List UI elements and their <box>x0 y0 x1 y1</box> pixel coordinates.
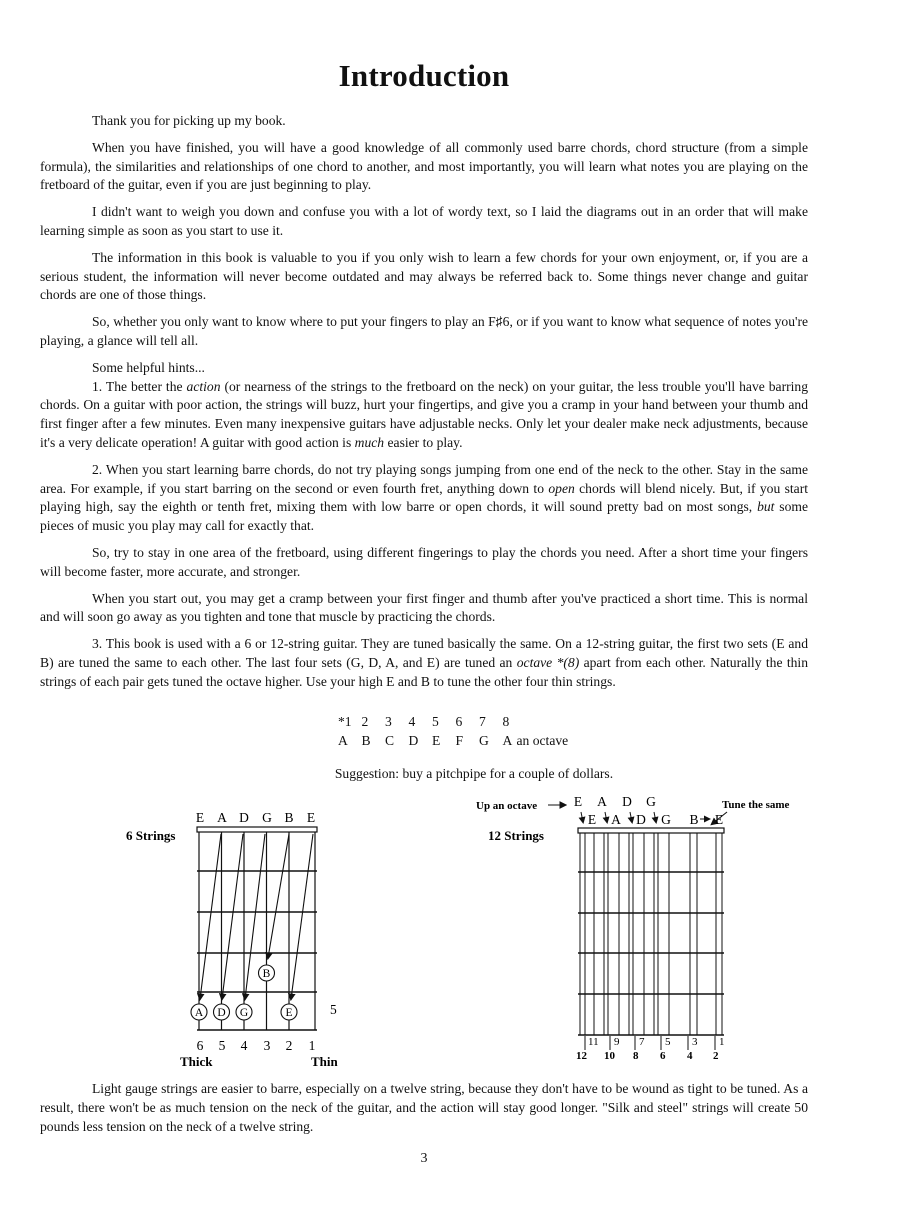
upper-note-d: D <box>622 794 632 809</box>
six-string-numbers <box>197 1038 316 1053</box>
circled-note-b: B <box>262 968 271 980</box>
pair-number-10: 10 <box>604 1050 615 1062</box>
pitchpipe-suggestion: Suggestion: buy a pitchpipe for a couple of dollars. <box>334 766 614 781</box>
hint2-text-c: some pieces of music you play may call for exactly that. <box>40 499 808 534</box>
hint2-text-b: chords will blend nicely. But, if you start playing high, say the eighth or tenth fret, mixing them with low barre or open chords, it will sound pretty bad on most songs, <box>40 480 808 515</box>
scale-suffix: an octave <box>516 733 569 748</box>
upper-note-g: G <box>646 794 656 809</box>
twelve-string-diagram <box>476 794 790 1062</box>
paragraph-glance: So, whether you only want to know where to put your fingers to play an F♯6, or if you want to know what sequence of notes you're playing, a glance will tell all. <box>40 314 808 348</box>
scale-note: A <box>502 733 513 748</box>
pair-number-3: 3 <box>692 1036 698 1048</box>
string-number-5: 5 <box>218 1038 226 1053</box>
scale-number: *1 <box>338 714 352 729</box>
string-number-4: 4 <box>240 1038 248 1053</box>
hint3-octave-word: octave *(8) <box>516 654 580 670</box>
string-number-2: 2 <box>285 1038 293 1053</box>
scale-note: F <box>455 733 464 748</box>
top-note-b: B <box>284 810 294 825</box>
six-string-tuning-arrows <box>200 834 313 999</box>
thin-label: Thin <box>311 1054 338 1069</box>
scale-number: 6 <box>455 714 463 729</box>
twelve-string-odd-numbers <box>588 1036 725 1048</box>
scale-number: 5 <box>432 714 439 729</box>
six-string-strings <box>199 832 315 1030</box>
scale-number: 4 <box>408 714 416 729</box>
octave-arrow-g <box>654 812 656 822</box>
lower-note-g: G <box>661 812 671 827</box>
hints-heading: Some helpful hints... <box>92 359 205 375</box>
pair-number-11: 11 <box>588 1036 599 1048</box>
tuning-arrow-d-to-a <box>222 834 243 999</box>
tune-the-same-label: Tune the same <box>722 799 790 811</box>
paragraph-area: So, try to stay in one area of the fretboard, using different fingerings to play the chords you need. After a short time your fingers will become faster, more accurate, and stronger. <box>40 544 808 579</box>
page-title: Introduction <box>338 58 510 93</box>
top-note-g: G <box>262 810 272 825</box>
twelve-string-frets <box>578 872 724 1035</box>
circled-note-e: E <box>285 1007 293 1019</box>
pair-number-4: 4 <box>687 1050 693 1062</box>
hint1-text-a: 1. The better the <box>92 378 187 394</box>
string-number-1: 1 <box>308 1038 316 1053</box>
closing-text <box>40 1080 808 1136</box>
pair-number-2: 2 <box>713 1050 719 1062</box>
pair-number-12: 12 <box>576 1050 587 1062</box>
pair-number-8: 8 <box>633 1050 639 1062</box>
scale-number: 3 <box>385 714 392 729</box>
paragraph-cramp: When you start out, you may get a cramp between your first finger and thumb after you've practiced a short time. This is normal and will soon go away as you tighten and tone that muscle by practicing the chords. <box>40 590 808 625</box>
circled-note-a: A <box>194 1007 204 1019</box>
twelve-string-even-numbers <box>576 1050 719 1062</box>
lower-note-e: E <box>587 812 597 827</box>
top-note-e-high: E <box>306 810 316 825</box>
circled-note-g: G <box>239 1007 249 1019</box>
scale-note: G <box>479 733 489 748</box>
twelve-string-nut <box>578 828 724 833</box>
six-string-nut <box>197 827 317 832</box>
upper-note-e: E <box>573 794 583 809</box>
twelve-strings-label: 12 Strings <box>488 828 544 843</box>
octave-arrow-d <box>630 812 632 822</box>
paragraph-diagrams: I didn't want to weigh you down and confuse you with a lot of wordy text, so I laid the diagrams out in an order that will make learning simple as soon as you start to use it. <box>40 204 808 238</box>
top-note-e-low: E <box>195 810 205 825</box>
hint1-text-b: (or nearness of the strings to the fretboard on the neck) on your guitar, the less trouble you'll have barring chords. On a guitar with poor action, the strings will buzz, hurt your fingertips, and give you a cramp in your hand between your thumb and first finger after a few minutes. Even many inexpensive guitars have adjustable necks. Only let your dealer make neck adjustments, because it's a very delicate operation! A guitar with good action is <box>40 378 808 450</box>
pair-number-9: 9 <box>614 1036 620 1048</box>
scale-number: 2 <box>361 714 369 729</box>
pair-number-7: 7 <box>639 1036 645 1048</box>
scale-note: B <box>361 733 371 748</box>
lower-note-b: B <box>689 812 699 827</box>
string-number-6: 6 <box>196 1038 204 1053</box>
circled-note-d: D <box>217 1007 226 1019</box>
top-note-a: A <box>217 810 227 825</box>
tuning-arrow-a-to-e <box>200 834 221 999</box>
hint2-text-a: 2. When you start learning barre chords, do not try playing songs jumping from one end of the neck to the other. Stay in the same area. For example, if you start barring on the second or even fourth fret, anything down to <box>40 461 808 496</box>
lower-note-a: A <box>611 812 621 827</box>
upper-note-a: A <box>597 794 607 809</box>
lower-note-d: D <box>636 812 646 827</box>
hint1-action-word: action <box>186 378 221 394</box>
paragraph-finished: When you have finished, you will have a good knowledge of all commonly used barre chords, chord structure (from a simple formula), the similarities and relationships of one chord to another, and most importantly, you will learn what notes you are playing on the fretboard of the guitar, even if you are just beginning to play. <box>40 139 808 193</box>
paragraph-thanks: Thank you for picking up my book. <box>92 113 286 128</box>
six-string-top-notes <box>196 810 315 825</box>
tuning-arrow-b-to-g <box>268 834 289 958</box>
hint3-text-a: 3. This book is used with a 6 or 12-string guitar. They are tuned basically the same. On a 12-string guitar, the first two sets (E and B) are tuned the same to each other. The last four sets (G, D, A, and E) are tuned an <box>40 636 808 670</box>
scale-note: E <box>432 733 441 748</box>
page-number: 3 <box>420 1151 428 1166</box>
octave-arrow-e <box>581 812 583 822</box>
paragraph-information: The information in this book is valuable to you if you only wish to learn a few chords for your own enjoyment, or, if you are a serious student, the information will never become outdated and may always be referred back to. Some things never change and guitar chords are one of those things. <box>40 249 808 303</box>
hint3-text-b: apart from each other. Naturally the thin strings of each pair gets tuned the octave higher. Use your high E and B to tune the other four thin strings. <box>40 654 808 689</box>
six-string-diagram <box>126 810 339 1069</box>
hint2-but-word: but <box>757 499 775 515</box>
scale-note: C <box>385 733 395 748</box>
lower-note-e-high: E <box>714 812 724 827</box>
paragraph-light-gauge: Light gauge strings are easier to barre, especially on a twelve string, because they don't have to be wound as tight to be tuned. As a result, there won't be as much tension on the neck of the guitar, and the action will stay good longer. "Silk and steel" strings will create 50 pounds less tension on the neck of a twelve string. <box>40 1081 808 1134</box>
hint1-much-word: much <box>354 434 385 450</box>
thick-label: Thick <box>180 1054 213 1069</box>
fret-number-5: 5 <box>330 1002 337 1017</box>
string-number-3: 3 <box>263 1038 271 1053</box>
twelve-string-upper-notes <box>574 794 656 809</box>
six-strings-label: 6 Strings <box>126 828 176 843</box>
octave-arrow-a <box>605 812 607 822</box>
hint2-open-word: open <box>548 480 575 496</box>
pair-number-6: 6 <box>660 1050 666 1062</box>
tuning-arrow-e-to-b <box>291 834 313 999</box>
top-note-d: D <box>239 810 249 825</box>
hint1-text-c: easier to play. <box>384 434 463 450</box>
up-an-octave-label: Up an octave <box>476 800 538 812</box>
scale-number: 7 <box>479 714 486 729</box>
scale-note: D <box>408 733 419 748</box>
pair-number-5: 5 <box>665 1036 671 1048</box>
six-string-frets <box>194 871 317 1030</box>
pair-number-1: 1 <box>719 1036 725 1048</box>
scale-note: A <box>338 733 348 748</box>
scale-number: 8 <box>502 714 510 729</box>
twelve-string-strings <box>580 833 722 1035</box>
